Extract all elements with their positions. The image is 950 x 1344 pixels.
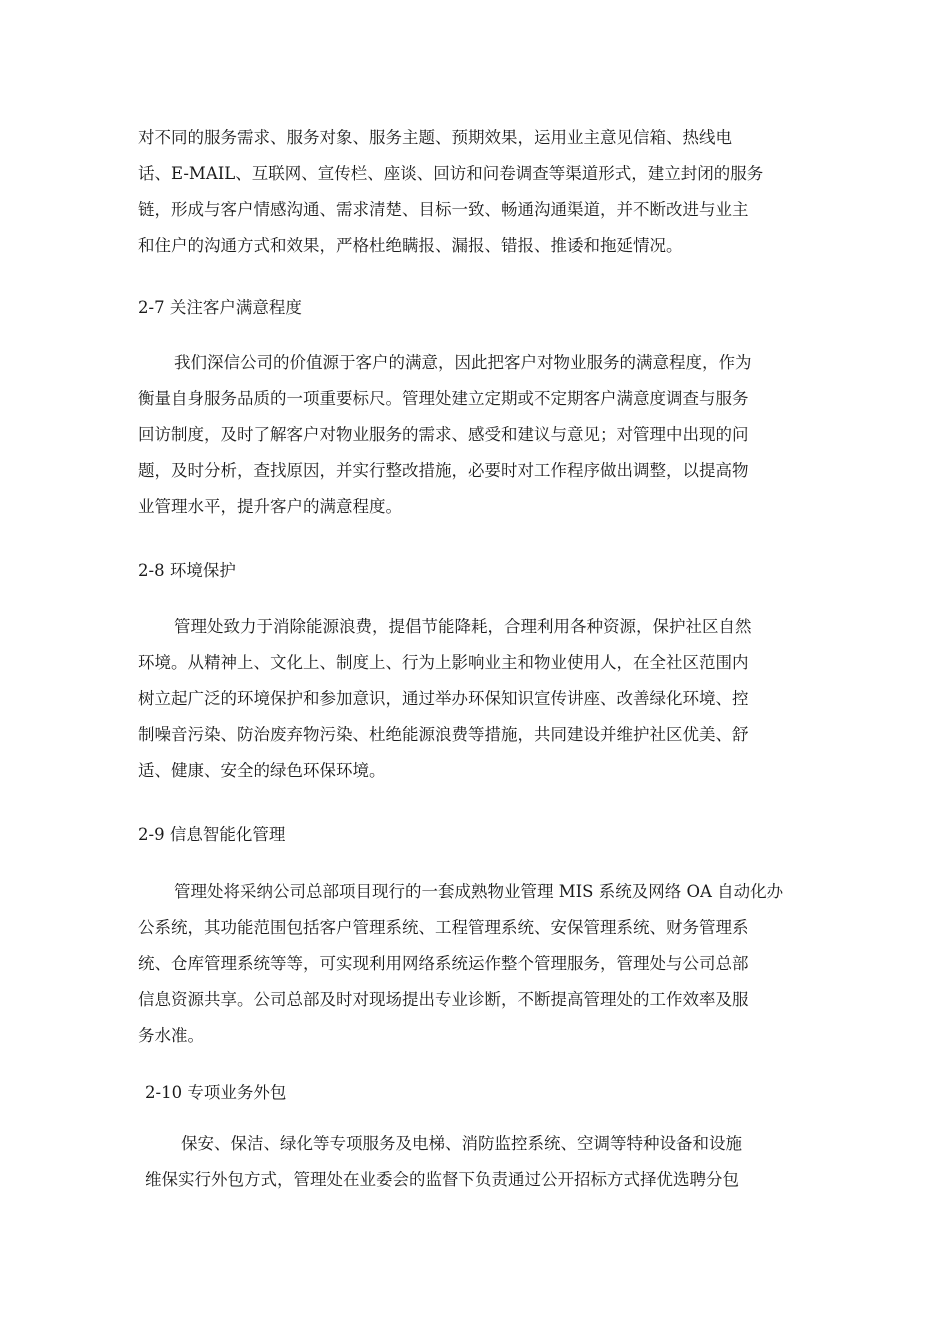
paragraph-communication <box>138 120 828 264</box>
text-line: 树立起广泛的环境保护和参加意识，通过举办环保知识宣传讲座、改善绿化环境、控 <box>138 689 749 708</box>
text-line: 我们深信公司的价值源于客户的满意，因此把客户对物业服务的满意程度，作为 <box>174 353 752 372</box>
text-line: 保安、保洁、绿化等专项服务及电梯、消防监控系统、空调等特种设备和设施 <box>181 1134 742 1153</box>
text-line: 管理处致力于消除能源浪费，提倡节能降耗，合理利用各种资源，保护社区自然 <box>174 617 752 636</box>
paragraph-environment <box>138 609 828 789</box>
text-line: 业管理水平，提升客户的满意程度。 <box>138 497 402 516</box>
text-line: 务水准。 <box>138 1026 204 1045</box>
section-heading-2-10: 2-10 专项业务外包 <box>145 1083 287 1102</box>
text-line: 回访制度，及时了解客户对物业服务的需求、感受和建议与意见；对管理中出现的问 <box>138 425 749 444</box>
text-line: 对不同的服务需求、服务对象、服务主题、预期效果，运用业主意见信箱、热线电 <box>138 128 732 147</box>
section-heading-2-7: 2-7 关注客户满意程度 <box>138 298 302 317</box>
paragraph-customer-satisfaction <box>138 345 828 525</box>
text-line: 公系统，其功能范围包括客户管理系统、工程管理系统、安保管理系统、财务管理系 <box>138 918 749 937</box>
text-line: 管理处将采纳公司总部项目现行的一套成熟物业管理 MIS 系统及网络 OA 自动化办 <box>174 882 784 901</box>
text-line: 适、健康、安全的绿色环保环境。 <box>138 761 386 780</box>
text-line: 和住户的沟通方式和效果，严格杜绝瞒报、漏报、错报、推诿和拖延情况。 <box>138 236 683 255</box>
text-line: 维保实行外包方式，管理处在业委会的监督下负责通过公开招标方式择优选聘分包 <box>145 1170 739 1189</box>
paragraph-outsourcing <box>145 1126 835 1198</box>
text-line: 题，及时分析，查找原因，并实行整改措施，必要时对工作程序做出调整，以提高物 <box>138 461 749 480</box>
text-line: 话、E-MAIL、互联网、宣传栏、座谈、回访和问卷调查等渠道形式，建立封闭的服务 <box>138 164 764 183</box>
section-heading-2-9: 2-9 信息智能化管理 <box>138 825 286 844</box>
text-line: 制噪音污染、防治废弃物污染、杜绝能源浪费等措施，共同建设并维护社区优美、舒 <box>138 725 749 744</box>
text-line: 统、仓库管理系统等等，可实现利用网络系统运作整个管理服务，管理处与公司总部 <box>138 954 749 973</box>
text-line: 信息资源共享。公司总部及时对现场提出专业诊断，不断提高管理处的工作效率及服 <box>138 990 749 1009</box>
text-line: 链，形成与客户情感沟通、需求清楚、目标一致、畅通沟通渠道，并不断改进与业主 <box>138 200 749 219</box>
text-line: 衡量自身服务品质的一项重要标尺。管理处建立定期或不定期客户满意度调查与服务 <box>138 389 749 408</box>
section-heading-2-8: 2-8 环境保护 <box>138 561 236 580</box>
text-line: 环境。从精神上、文化上、制度上、行为上影响业主和物业使用人，在全社区范围内 <box>138 653 749 672</box>
paragraph-information-management <box>138 874 828 1054</box>
